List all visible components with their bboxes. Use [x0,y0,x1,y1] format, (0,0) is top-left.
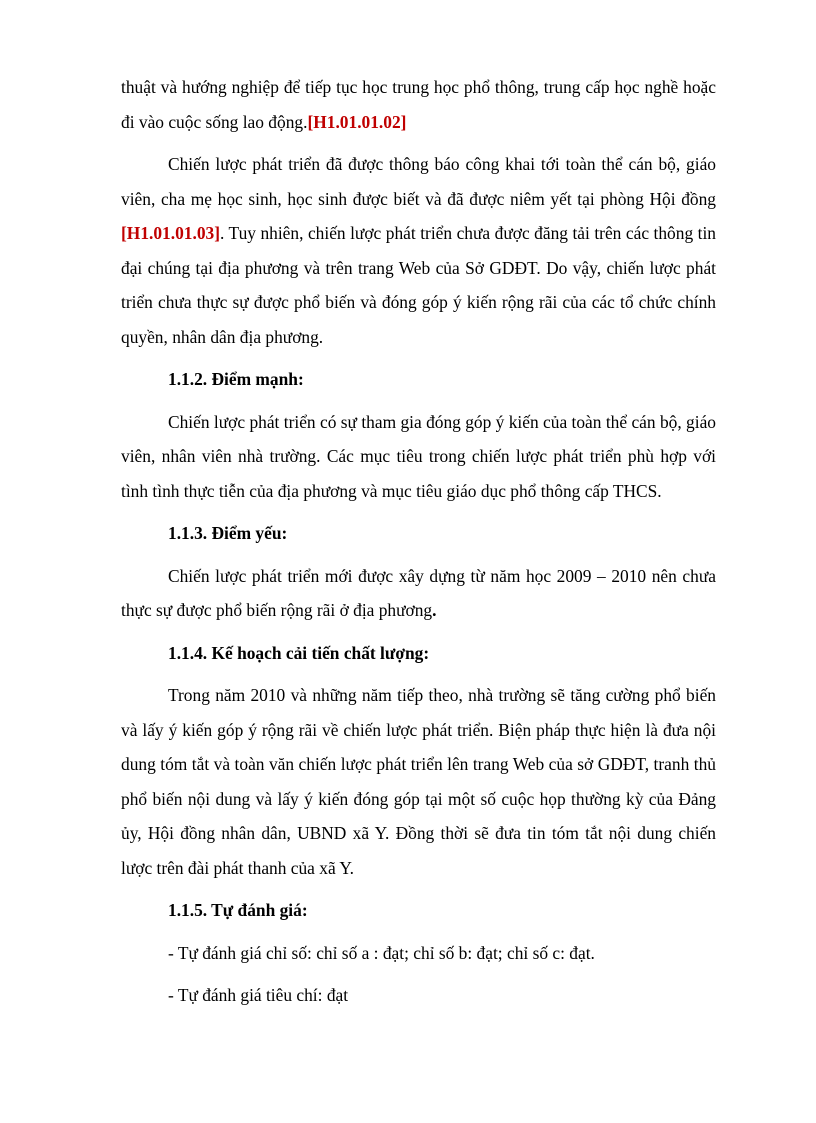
evidence-reference: [H1.01.01.03] [121,223,221,243]
section-heading-self-assessment: 1.1.5. Tự đánh giá: [168,900,308,920]
paragraph-publicity [121,147,716,354]
paragraph-text: Chiến lược phát triển mới được xây dựng từ năm học 2009 – 2010 nên chưa thực sự được phổ biến rộng rãi ở địa phương [121,565,716,620]
self-assessment-criterion: - Tự đánh giá tiêu chí: đạt [168,985,349,1005]
evidence-reference: [H1.01.01.02] [307,111,407,132]
paragraph-improvement-plan: Trong năm 2010 và những năm tiếp theo, nhà trường sẽ tăng cường phổ biến và lấy ý kiến góp ý rộng rãi về chiến lược phát triển. Biện pháp thực hiện là đưa nội dung tóm tắt và toàn văn chiến lược phát triển lên trang Web của sở GDĐT, tranh thủ phổ biến nội dung và lấy ý kiến đóng góp tại một số cuộc họp thường kỳ của Đảng ủy, Hội đồng nhân dân, UBND xã Y. Đồng thời sẽ đưa tin tóm tắt nội dung chiến lược trên đài phát thanh của xã Y. [121,685,716,878]
section-heading-strengths: 1.1.2. Điểm mạnh: [168,369,304,389]
paragraph-weaknesses [121,559,716,628]
paragraph-end-mark: . [432,600,437,620]
paragraph-text: . Tuy nhiên, chiến lược phát triển chưa được đăng tải trên các thông tin đại chúng tại địa phương và trên trang Web của Sở GDĐT. Do vậy, chiến lược phát triển chưa thực sự được phổ biến và đóng góp ý kiến rộng rãi của các tổ chức chính quyền, nhân dân địa phương. [121,223,716,347]
self-assessment-indicators: - Tự đánh giá chỉ số: chỉ số a : đạt; chỉ số b: đạt; chỉ số c: đạt. [168,942,595,963]
section-heading-weaknesses: 1.1.3. Điểm yếu: [168,523,288,543]
paragraph-continuation [121,70,716,139]
paragraph-text: Chiến lược phát triển đã được thông báo công khai tới toàn thể cán bộ, giáo viên, cha mẹ học sinh, học sinh được biết và đã được niêm yết tại phòng Hội đồng [121,154,716,209]
paragraph-strengths: Chiến lược phát triển có sự tham gia đóng góp ý kiến của toàn thể cán bộ, giáo viên, nhân viên nhà trường. Các mục tiêu trong chiến lược phát triển phù hợp với tình tình thực tiễn của địa phương và mục tiêu giáo dục phổ thông cấp THCS. [121,411,716,501]
paragraph-text: thuật và hướng nghiệp để tiếp tục học trung học phổ thông, trung cấp học nghề hoặc đi vào cuộc sống lao động. [121,77,716,132]
section-heading-improvement-plan: 1.1.4. Kế hoạch cải tiến chất lượng: [168,642,430,663]
